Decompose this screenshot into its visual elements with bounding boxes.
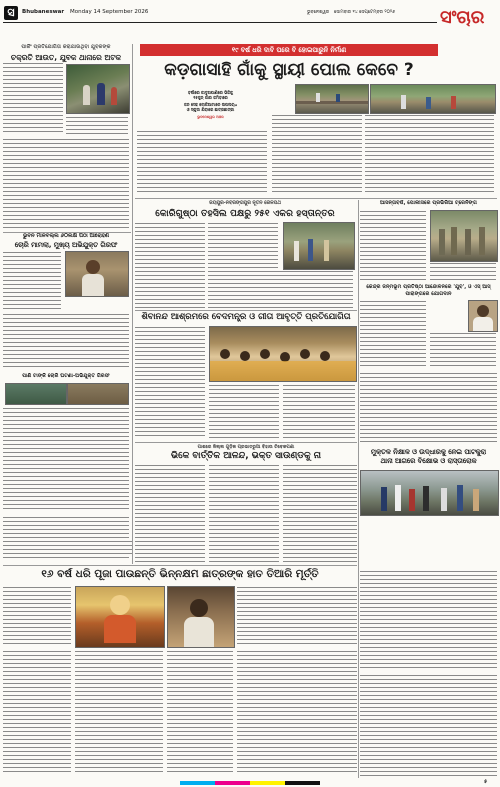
color-registration-marks (180, 781, 320, 785)
kicker: ପାଶରେ ଜିଲ୍ଲ ଗୁଡ଼ିକ ପ୍ରଭାତରୁଆ ବିହାଉ ଚିବେକପଣା (197, 445, 295, 450)
banner-kicker (140, 44, 438, 56)
headline: ଭିକେ ବାର୍ତ୍ତିକ ଆଳନ୍ଦ, ଭକ୍ତ ସାଉଣ୍ଡକୁ ନା (171, 451, 321, 461)
masthead (0, 0, 500, 40)
protest-photo (360, 470, 499, 516)
body-text (75, 650, 163, 774)
subhead-2: ୧୫ଜୁନ୍ ଗାଁର ଜମିବାରେ (193, 95, 228, 100)
story-center (135, 200, 355, 308)
body-text-right-bottom (360, 674, 497, 778)
accused-photo (65, 251, 129, 297)
student-photo (167, 586, 235, 648)
body-text (272, 114, 362, 192)
subhead: କେନ୍ଦ୍ର ଜନ୍ମଭୂମ ପ୍ରତିଷ୍ଠା ଆନ୍ଦୋଳନରେ 'ଯୁବ', ଓ ଏସ୍ ଆସ୍ ପାରାଙ୍ଗରେ ଯୋଗଦାନ (366, 284, 491, 297)
body-text (137, 130, 267, 192)
body-text-2 (3, 313, 129, 369)
small-headline: ପାଣି ଟାଙ୍କି ଚୋରି ଘଟଣା-ଅଭିଯୁକ୍ତ ଗିରଫ (22, 373, 110, 379)
body-text (135, 326, 205, 438)
body-text (135, 464, 205, 562)
headline: ଆସନ୍ତାବର୍ଷ, ପୋଲୀସରେ ପ୍ରଭିରିଆ ଟ୍ରେନିଙ୍ଗ (380, 200, 477, 206)
byline: ଭୁବନେଶ୍ୱର ଅଞ୍ଚଳ (197, 115, 224, 119)
body-text (209, 464, 279, 562)
tank-photo (5, 383, 67, 405)
body-text (283, 464, 357, 562)
body-text-band (3, 540, 133, 554)
subhead-box (163, 90, 258, 126)
body-text (365, 114, 494, 192)
story-left-top (3, 44, 129, 232)
body-text (3, 650, 71, 774)
body-text (208, 222, 278, 268)
body-text (3, 62, 63, 134)
headline-main: ଚୋରି ମାମଲା, ମୁଖ୍ୟ ଅଭିଯୁକ୍ତ ଗିରଫ (14, 241, 118, 249)
headline: ମୁକ୍ତଳ ନିକ୍ଷାଳ ଓ ଉଦ୍ଧାରକୁ ନେଇ ପାଟକୁରା ଥାନା ଆଗରେ ବିକ୍ଷୋଭ ଓ ରାସ୍ତାରୋକ (370, 448, 487, 465)
body-text (237, 650, 357, 774)
footer-bar (0, 779, 500, 787)
body-text (360, 210, 426, 280)
body-text (360, 300, 426, 368)
issue-date: Monday 14 September 2026 (70, 9, 149, 15)
portrait-photo (468, 300, 498, 332)
body-text (430, 262, 496, 280)
body-text (209, 384, 279, 438)
story-mid-left (3, 233, 129, 403)
idol-photo (75, 586, 165, 648)
kicker: ଜୟପୁର-ନବରଙ୍ଗପୁର ନୂତନ ରେଳପଥ (209, 201, 281, 206)
body-text (167, 650, 233, 774)
subhead-4: ଓ ସ୍କୁଲ ଯିବାରେ ଛାତ୍ରଛାତ୍ରୀ (186, 107, 235, 112)
logo-badge: ସ (4, 6, 18, 20)
police-photo (430, 210, 498, 262)
story-banner (135, 84, 497, 196)
issue-date-odia: ସୋମବାର ୧୪ ସେପ୍ଟେମ୍ବର ୨୦୨୬ (334, 10, 395, 15)
headline: ପାର୍କିଂ ପ୍ରତିଯୋଗିତା କରାଯାଉଥିବା ଯୁବକଙ୍କ (21, 44, 111, 50)
body-text (430, 332, 496, 368)
city-name: ଭୁବନେଶ୍ୱର (307, 10, 330, 15)
body-text (237, 586, 357, 646)
headline: ୧୬ ବର୍ଷ ଧରି ପୂଜା ପାଉଛନ୍ତି ଭିନ୍ନକ୍ଷମ ଛାତ୍ରଙ୍କ ହାତ ତିଆରି ମୂର୍ତ୍ତି (41, 568, 319, 580)
competition-photo (209, 326, 357, 382)
body-text-left-lower (3, 407, 129, 512)
body-text (3, 586, 71, 646)
paper-logo (440, 2, 498, 32)
body-text-right-lower (360, 570, 497, 670)
body-text (3, 251, 61, 311)
story-deity (135, 444, 357, 564)
body-text (208, 270, 353, 308)
subhead-3: ଜନ ସେହ ଲୋକିଆମାନେ ଉପଲବ୍ଧ (184, 102, 237, 107)
village-photo (370, 84, 496, 114)
rail-photo (283, 222, 355, 270)
bridge-photo (295, 84, 369, 114)
paper-logo-text: ସଂଚାର (440, 7, 485, 28)
headline: କୋରିଗୁଷ୍ଠା ତହସିଲ ପକ୍ଷରୁ ୨୫୧ ଏକର ହସ୍ତାନ୍ତର (155, 208, 335, 219)
tank-photo-2 (67, 383, 129, 405)
story-bottom (3, 568, 357, 778)
body-text-3 (3, 138, 129, 230)
banner-headline: କଡ଼ଗାସାହି ଗାଁକୁ ସ୍ଥାୟୀ ପୋଲ କେବେ ? (164, 60, 414, 80)
body-text (283, 384, 355, 438)
section-name: Bhubaneswar (22, 9, 65, 15)
body-text-2 (66, 116, 128, 134)
banner-kicker-text: ୧୯ ବର୍ଷ ଧରି ଦାବି ପରେ ବି ହୋଇପାରୁନି ନିର୍ମାଣ (231, 46, 347, 54)
story-right-mid (360, 200, 497, 370)
news-photo (66, 64, 130, 114)
headline: ଶିବାନନ୍ଦ ଆଶ୍ରମରେ ବେଦମନ୍ତ୍ର ଓ ଗୀତା ଆବୃତ୍ତି ପ୍ରତିଯୋଗିତା (141, 312, 351, 322)
body-text-right (360, 372, 497, 444)
headline: ଭୁବନ ମାଳବଲ୍ଲ ୬୦ଲକ୍ଷ ପିଠା ଆରୋହଣ (23, 233, 109, 239)
subhead-1: ବର୍ଷାରେ କାଦୁଅପାଣିରେ ଭିଜିକୁ (187, 90, 234, 95)
body-text (135, 222, 205, 308)
story-right-lower (360, 448, 497, 568)
headline-main: ଚକ୍ରତି ଆଉତ, ଯୁବକ ଥାନାରେ ଅଟକ (10, 53, 122, 62)
story-ashram (135, 312, 357, 440)
page-number: ୫ (484, 779, 488, 785)
